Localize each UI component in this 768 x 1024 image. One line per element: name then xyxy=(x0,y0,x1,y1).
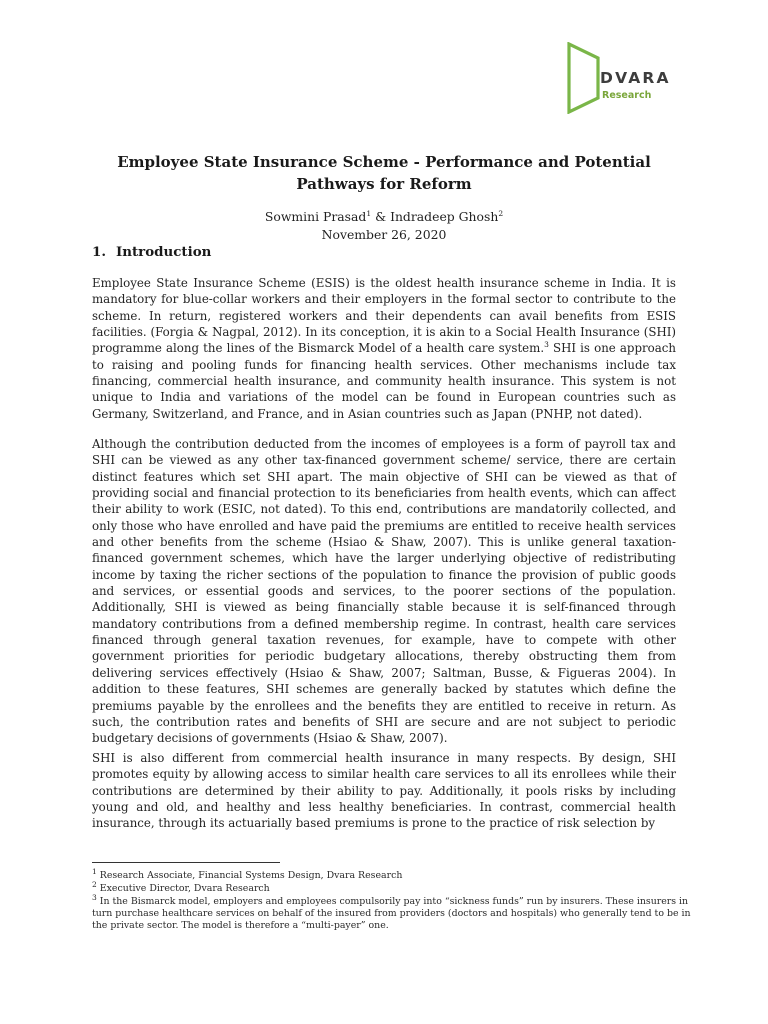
footnote-1 xyxy=(92,866,692,882)
paragraph-2: Although the contribution deducted from the incomes of employees is a form of payroll tax and SHI can be viewed as any other tax-financed government scheme/ service, there are certain distinct features which set SHI apart. The main objective of SHI can be viewed as that of providing social and financial protection to its beneficiaries from health events, which can affect their ability to work (ESIC, not dated). To this end, contributions are mandatorily collected, and only those who have enrolled and have paid the premiums are entitled to receive health services and other benefits from the scheme (Hsiao & Shaw, 2007). This is unlike general taxation-financed government schemes, which have the larger underlying objective of redistributing income by taxing the richer sections of the population to finance the provision of public goods and services, or essential goods and services, to the poorer sections of the population. Additionally, SHI is viewed as being financially stable because it is self-financed through mandatory contributions from a defined membership regime. In contrast, health care services financed through general taxation revenues, for example, have to compete with other government priorities for periodic budgetary allocations, thereby obstructing them from delivering services effectively (Hsiao & Shaw, 2007; Saltman, Busse, & Figueras 2004). In addition to these features, SHI schemes are generally backed by statutes which define the premiums payable by the enrollees and the benefits they are entitled to receive in return. As such, the contribution rates and benefits of SHI are secure and are not subject to periodic budgetary decisions of governments (Hsiao & Shaw, 2007). xyxy=(92,437,676,746)
author-1-footnote-mark: 1 xyxy=(366,208,372,218)
author-joiner: & xyxy=(371,209,391,224)
paragraph-3: SHI is also different from commercial health insurance in many respects. By design, SHI promotes equity by allowing access to similar health care services to all its enrollees while their contributions are determined by their ability to pay. Additionally, it pools risks by including young and old, and healthy and less healthy beneficiaries. In contrast, commercial health insurance, through its actuarially based premiums is prone to the practice of risk selection by xyxy=(92,751,676,831)
footnote-3-mark: 3 xyxy=(544,340,549,350)
author-1: Sowmini Prasad xyxy=(264,209,367,224)
footnote-divider xyxy=(92,862,280,863)
footnote-2-text: Executive Director, Dvara Research xyxy=(96,883,270,894)
author-2-footnote-mark: 2 xyxy=(498,208,504,218)
paragraph-1-text-a: Employee State Insurance Scheme (ESIS) is the oldest health insurance scheme in India. It is mandatory for blue-collar workers and their employers in the formal sector to contribute to the scheme. In return, registered workers and their dependents can avail benefits from ESIS facilities. (Forgia & Nagpal, 2012). In its conception, it is akin to a Social Health Insurance (SHI) programme along the lines of the Bismarck Model of a health care system. xyxy=(92,276,676,356)
footnote-2 xyxy=(92,879,692,895)
author-2: Indradeep Ghosh xyxy=(390,209,499,224)
section-number: 1. xyxy=(92,244,106,260)
logo-wordmark: DVARA xyxy=(600,69,671,87)
section-title: Introduction xyxy=(116,244,212,260)
footnote-1-number: 1 xyxy=(92,866,97,876)
footnote-2-number: 2 xyxy=(92,879,97,889)
dvara-research-logo xyxy=(566,42,678,114)
footnote-1-text: Research Associate, Financial Systems Design, Dvara Research xyxy=(96,870,403,881)
footnote-3 xyxy=(92,892,692,933)
publication-date: November 26, 2020 xyxy=(321,227,447,242)
paragraph-1 xyxy=(92,275,676,422)
section-heading xyxy=(92,243,211,261)
logo-subtitle: Research xyxy=(602,90,652,101)
paragraph-1-text-b: SHI is one approach to raising and pooling funds for financing health services. Other mechanisms include tax financing, commercial health insurance, and community health insurance. This system is not unique to India and variations of the model can be found in European countries such as Germany, Switzerland, and France, and in Asian countries such as Japan (PNHP, not dated). xyxy=(92,341,677,421)
author-line xyxy=(92,208,676,225)
footnote-3-text: In the Bismarck model, employers and employees compulsorily pay into “sickness funds” run by insurers. These insurers in turn purchase healthcare services on behalf of the insured from providers (doctors and hospitals) who generally tend to be in the private sector. The model is therefore a “multi-payer” one. xyxy=(92,896,691,932)
paper-title: Employee State Insurance Scheme - Performance and Potential Pathways for Reform xyxy=(117,153,651,193)
footnote-3-number: 3 xyxy=(92,892,97,902)
